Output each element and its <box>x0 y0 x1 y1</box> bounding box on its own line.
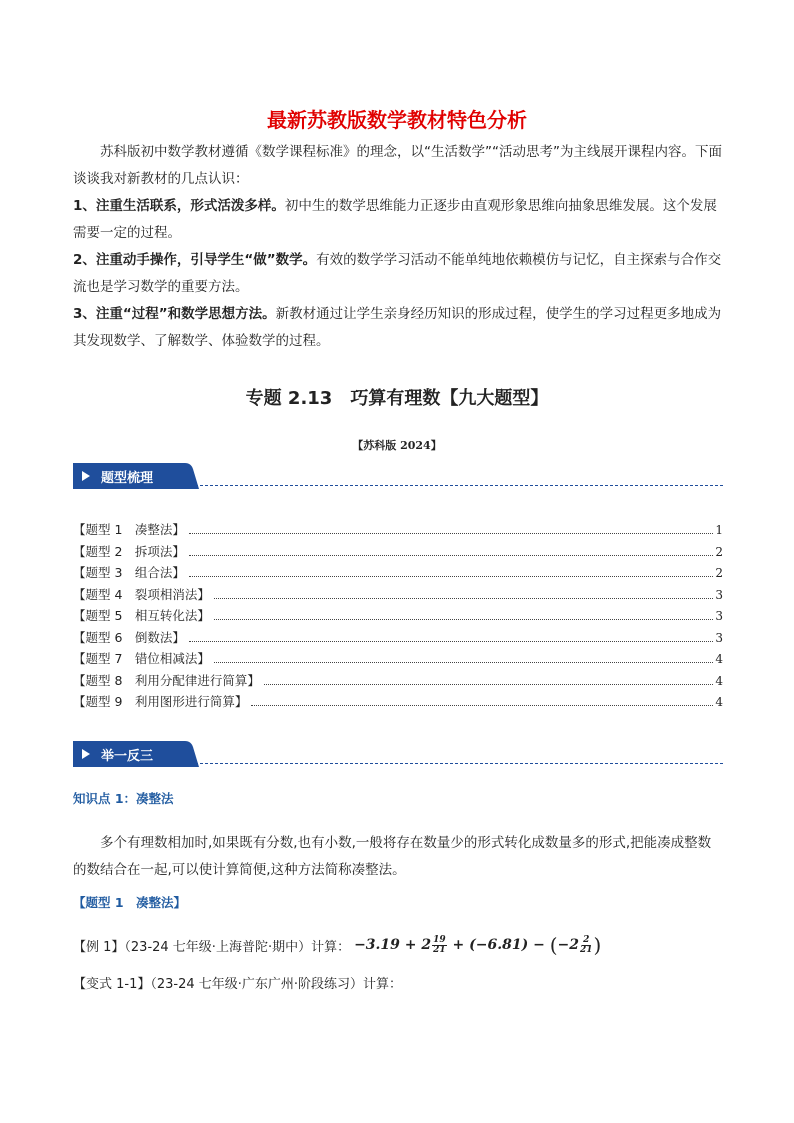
section-label-practice: 举一反三 <box>101 749 154 764</box>
expr-part-1: −3.19 + 2 <box>354 937 432 953</box>
intro-paragraph <box>73 139 723 193</box>
toc-item-name: 【题型 2 拆项法】 <box>73 543 185 559</box>
toc-item-page: 3 <box>715 587 723 602</box>
knowledge-paragraph <box>73 830 723 884</box>
toc-item[interactable] <box>73 542 723 564</box>
toc-item[interactable] <box>73 671 723 693</box>
toc-item-page: 2 <box>715 544 723 559</box>
type-1-heading: 【题型 1 凑整法】 <box>73 895 187 910</box>
toc-item-name: 【题型 4 裂项相消法】 <box>73 586 210 602</box>
section-tab-toc <box>73 463 199 489</box>
toc-item[interactable] <box>73 649 723 671</box>
toc-item[interactable] <box>73 606 723 628</box>
toc-item-name: 【题型 9 利用图形进行简算】 <box>73 694 248 709</box>
fraction-1 <box>432 936 447 955</box>
toc-item-name: 【题型 6 倒数法】 <box>73 629 185 645</box>
point-2 <box>73 247 723 301</box>
point-2-text: 有效的数学学习活动不能单纯地依赖模仿与记忆，自主探索与合作交流也是学习数学的重要方法。 <box>73 252 722 295</box>
knowledge-text: 多个有理数相加时,如果既有分数,也有小数,一般将存在数量少的形式转化成数量多的形式,把能凑成整数的数结合在一起,可以使计算简便,这种方法简称凑整法。 <box>73 835 712 878</box>
section-bar-practice <box>73 741 723 767</box>
left-paren: ( <box>549 933 558 957</box>
example-1 <box>73 933 601 957</box>
point-3 <box>73 301 723 355</box>
toc-item-page: 3 <box>715 630 723 645</box>
fraction-1-denominator: 21 <box>433 944 446 955</box>
toc-leader-dots <box>189 555 713 556</box>
play-arrow-icon <box>82 471 90 481</box>
point-1-text: 初中生的数学思维能力正逐步由直观形象思维向抽象思维发展。这个发展需要一定的过程。 <box>73 198 717 241</box>
point-3-bold: 3、注重“过程”和数学思想方法。 <box>73 306 276 322</box>
variant-1-1: 【变式 1-1】（23-24 七年级·广东广州·阶段练习）计算： <box>73 977 403 992</box>
main-title: 最新苏教版数学教材特色分析 <box>267 108 527 132</box>
section-label-toc: 题型梳理 <box>101 471 154 486</box>
play-arrow-icon <box>82 749 90 759</box>
toc-leader-dots <box>189 533 713 534</box>
toc-item-name: 【题型 5 相互转化法】 <box>73 608 210 623</box>
toc-leader-dots <box>264 684 713 685</box>
example-1-expression <box>354 933 601 957</box>
toc-leader-dots <box>214 662 713 663</box>
section-tab-practice <box>73 741 199 767</box>
example-1-label: 【例 1】（23-24 七年级·上海普陀·期中）计算： <box>73 939 351 955</box>
toc-item-page: 2 <box>715 566 723 580</box>
right-paren: ) <box>593 933 602 957</box>
knowledge-heading: 知识点 1：凑整法 <box>73 791 174 806</box>
toc-leader-dots <box>214 598 713 599</box>
section-divider <box>195 763 723 764</box>
toc-list <box>73 520 723 714</box>
point-1-bold: 1、注重生活联系，形式活泼多样。 <box>73 198 285 214</box>
toc-item[interactable] <box>73 520 723 542</box>
toc-leader-dots <box>189 576 713 577</box>
toc-item[interactable] <box>73 692 723 714</box>
toc-item-page: 4 <box>715 673 723 688</box>
fraction-1-numerator: 19 <box>433 934 446 945</box>
toc-item[interactable] <box>73 563 723 585</box>
fraction-2-denominator: 21 <box>580 944 593 955</box>
edition-label: 【苏科版 2024】 <box>352 439 442 452</box>
toc-item-page: 3 <box>715 609 723 623</box>
toc-item-page: 1 <box>715 523 723 537</box>
point-3-text: 新教材通过让学生亲身经历知识的形成过程，使学生的学习过程更多地成为其发现数学、了解数学、体验数学的过程。 <box>73 306 722 349</box>
point-1 <box>73 193 723 247</box>
intro-text: 苏科版初中数学教材遵循《数学课程标准》的理念，以“生活数学”“活动思考”为主线展开课程内容。下面谈谈我对新教材的几点认识： <box>73 144 722 187</box>
fraction-2 <box>580 936 593 955</box>
toc-leader-dots <box>189 641 713 642</box>
toc-leader-dots <box>251 705 713 706</box>
fraction-2-numerator: 2 <box>583 934 590 945</box>
section-divider <box>195 485 723 486</box>
toc-leader-dots <box>214 619 713 620</box>
toc-item[interactable] <box>73 628 723 650</box>
toc-item-name: 【题型 3 组合法】 <box>73 565 185 580</box>
toc-item[interactable] <box>73 585 723 607</box>
expr-part-3: −2 <box>557 937 580 953</box>
point-2-bold: 2、注重动手操作，引导学生“做”数学。 <box>73 252 317 268</box>
toc-item-name: 【题型 1 凑整法】 <box>73 522 185 537</box>
toc-item-page: 4 <box>715 695 723 709</box>
toc-item-page: 4 <box>715 652 723 666</box>
toc-item-name: 【题型 7 错位相减法】 <box>73 651 210 666</box>
toc-item-name: 【题型 8 利用分配律进行简算】 <box>73 672 260 688</box>
topic-title: 专题 2.13 巧算有理数【九大题型】 <box>245 388 549 409</box>
section-bar-toc <box>73 463 723 489</box>
expr-part-2: + (−6.81) − <box>447 937 550 953</box>
